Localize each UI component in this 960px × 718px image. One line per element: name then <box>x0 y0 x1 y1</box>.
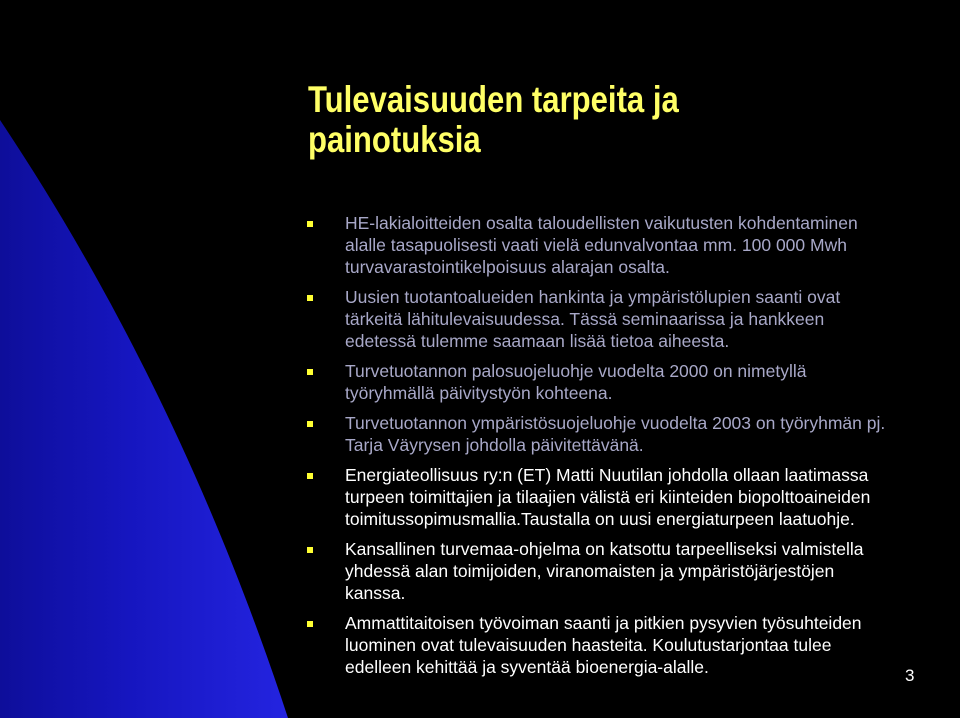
bullet-line: Turvetuotannon ympäristösuojeluohje vuodelta 2003 on työryhmän pj. <box>345 413 886 433</box>
bullet-line: luominen ovat tulevaisuuden haasteita. Koulutustarjontaa tulee <box>345 635 832 655</box>
bullet-line: Tarja Väyrysen johdolla päivitettävänä. <box>345 435 644 455</box>
bullet-line: alalle tasapuolisesti vaati vielä edunvalvontaa mm. 100 000 Mwh <box>345 235 847 255</box>
bullet-line: turvavarastointikelpoisuus alarajan osalta. <box>345 257 670 277</box>
square-bullet-icon <box>307 421 313 427</box>
bullet-line: Ammattitaitoisen työvoiman saanti ja pitkien pysyvien työsuhteiden <box>345 613 862 633</box>
bullet-item <box>303 538 933 604</box>
slide-title-line-2: painotuksia <box>308 119 481 160</box>
bullet-item <box>303 464 933 530</box>
bullet-list <box>303 212 933 686</box>
bullet-line: turpeen toimittajien ja tilaajien välistä eri kiinteiden biopolttoaineiden <box>345 487 871 507</box>
bullet-line: Turvetuotannon palosuojeluohje vuodelta 2000 on nimetyllä <box>345 361 807 381</box>
bullet-line: yhdessä alan toimijoiden, viranomaisten ja ympäristöjärjestöjen <box>345 561 835 581</box>
bullet-line: Energiateollisuus ry:n (ET) Matti Nuutilan johdolla ollaan laatimassa <box>345 465 869 485</box>
bullet-item <box>303 412 933 456</box>
bullet-line: tärkeitä lähitulevaisuudessa. Tässä seminaarissa ja hankkeen <box>345 309 825 329</box>
square-bullet-icon <box>307 369 313 375</box>
bullet-line: toimitussopimusmallia.Taustalla on uusi energiaturpeen laatuohje. <box>345 509 855 529</box>
slide-title-line-1: Tulevaisuuden tarpeita ja <box>308 79 679 120</box>
square-bullet-icon <box>307 221 313 227</box>
bullet-item <box>303 360 933 404</box>
bullet-item <box>303 212 933 278</box>
bullet-line: kanssa. <box>345 583 406 603</box>
square-bullet-icon <box>307 621 313 627</box>
bullet-line: HE-lakialoitteiden osalta taloudellisten vaikutusten kohdentaminen <box>345 213 858 233</box>
bullet-line: Uusien tuotantoalueiden hankinta ja ympäristölupien saanti ovat <box>345 287 841 307</box>
bullet-item <box>303 612 933 678</box>
bullet-line: Kansallinen turvemaa-ohjelma on katsottu tarpeelliseksi valmistella <box>345 539 864 559</box>
slide-title <box>308 80 829 160</box>
bullet-line: työryhmällä päivitystyön kohteena. <box>345 383 613 403</box>
square-bullet-icon <box>307 295 313 301</box>
bullet-line: edetessä tulemme saamaan lisää tietoa aiheesta. <box>345 331 730 351</box>
square-bullet-icon <box>307 547 313 553</box>
page-number: 3 <box>905 666 915 685</box>
bullet-line: edelleen kehittää ja syventää bioenergia-alalle. <box>345 657 709 677</box>
bullet-item <box>303 286 933 352</box>
square-bullet-icon <box>307 473 313 479</box>
